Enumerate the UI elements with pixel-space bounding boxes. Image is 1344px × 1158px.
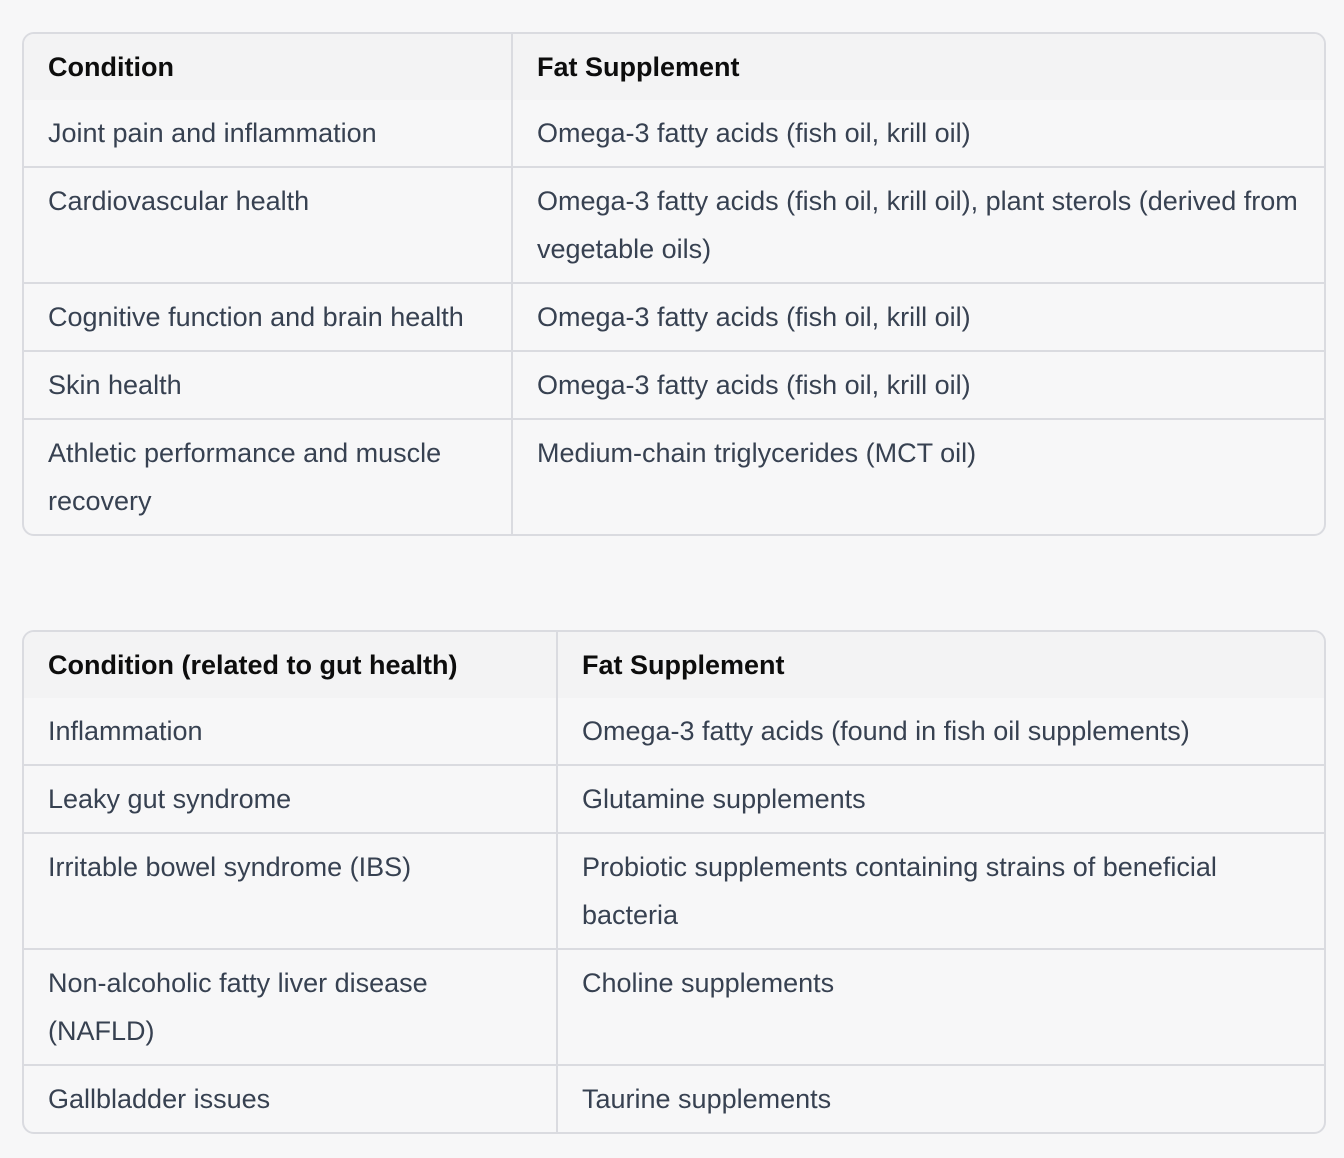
table-row	[24, 419, 1324, 534]
condition-cell: Cardiovascular health	[24, 167, 512, 283]
supplement-cell: Omega-3 fatty acids (fish oil, krill oil)	[512, 351, 1324, 419]
supplement-cell: Taurine supplements	[557, 1065, 1324, 1132]
conditions-table	[24, 34, 1324, 534]
gut-health-table	[24, 632, 1324, 1132]
column-header-fat-supplement: Fat Supplement	[512, 34, 1324, 100]
table-row	[24, 765, 1324, 833]
condition-cell: Gallbladder issues	[24, 1065, 557, 1132]
condition-cell: Leaky gut syndrome	[24, 765, 557, 833]
table-row	[24, 833, 1324, 949]
table-row	[24, 1065, 1324, 1132]
condition-cell: Skin health	[24, 351, 512, 419]
supplement-cell: Probiotic supplements containing strains of beneficial bacteria	[557, 833, 1324, 949]
table-row	[24, 283, 1324, 351]
column-header-condition-gut-health: Condition (related to gut health)	[24, 632, 557, 698]
table-row	[24, 100, 1324, 167]
table-row	[24, 167, 1324, 283]
condition-cell: Non-alcoholic fatty liver disease (NAFLD)	[24, 949, 557, 1065]
table-header-row	[24, 632, 1324, 698]
supplement-cell: Glutamine supplements	[557, 765, 1324, 833]
table-row	[24, 949, 1324, 1065]
table-row	[24, 698, 1324, 765]
condition-cell: Joint pain and inflammation	[48, 118, 377, 148]
supplement-cell: Omega-3 fatty acids (fish oil, krill oil)	[512, 283, 1324, 351]
supplement-cell: Omega-3 fatty acids (fish oil, krill oil)	[512, 100, 1324, 167]
table-header-row	[24, 34, 1324, 100]
condition-cell: Irritable bowel syndrome (IBS)	[24, 833, 557, 949]
supplement-cell: Omega-3 fatty acids (fish oil, krill oil), plant sterols (derived from vegetable oils)	[512, 167, 1324, 283]
column-header-condition: Condition	[24, 34, 512, 100]
conditions-table-container	[22, 32, 1326, 536]
condition-cell: Athletic performance and muscle recovery	[24, 419, 512, 534]
supplement-cell: Choline supplements	[557, 949, 1324, 1065]
condition-cell: Cognitive function and brain health	[24, 283, 512, 351]
column-header-fat-supplement: Fat Supplement	[557, 632, 1324, 698]
supplement-cell: Omega-3 fatty acids (found in fish oil supplements)	[557, 698, 1324, 765]
gut-health-table-container	[22, 630, 1326, 1134]
table-row	[24, 351, 1324, 419]
condition-cell: Inflammation	[48, 716, 203, 746]
supplement-cell: Medium-chain triglycerides (MCT oil)	[512, 419, 1324, 534]
